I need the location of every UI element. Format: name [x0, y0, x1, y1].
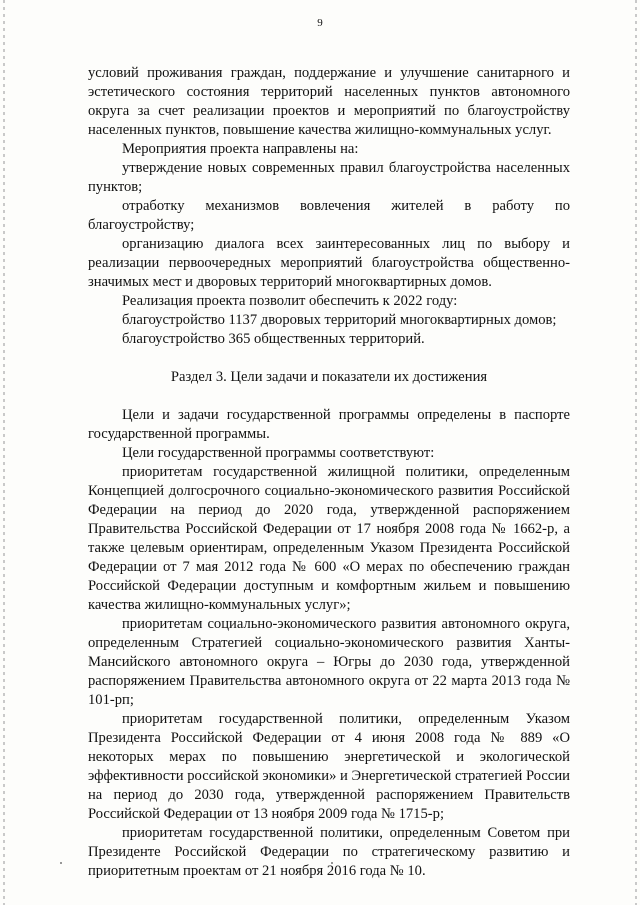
list-item-strategic-council: приоритетам государственной политики, определенным Советом при Президенте Российской Федерации по стратегическому развитию и приоритетным проектам от 21 ноября 2016 года № 10.	[88, 825, 570, 879]
paragraph-results-intro: Реализация проекта позволит обеспечить к 2022 году:	[122, 293, 458, 309]
paragraph-goals-defined: Цели и задачи государственной программы определены в паспорте государственной программы.	[88, 407, 570, 442]
scan-edge-left	[3, 0, 5, 905]
list-item-yard-territories: благоустройство 1137 дворовых территорий многоквартирных домов;	[122, 312, 557, 328]
list-item-socioeconomic: приоритетам социально-экономического развития автономного округа, определенным Стратегией социально-экономического развития Ханты-Мансийского автономного округа – Югры до 2030 года, утвержденной распоряжением Правительства автономного округа от 22 марта 2013 года № 101-рп;	[88, 616, 570, 708]
paragraph-goals-correspond: Цели государственной программы соответствуют:	[122, 445, 435, 461]
page-number: 9	[317, 17, 323, 29]
list-item-public-territories: благоустройство 365 общественных территорий.	[122, 331, 425, 347]
document-body	[88, 64, 570, 881]
list-item-housing-policy: приоритетам государственной жилищной политики, определенным Концепцией долгосрочного социально-экономического развития Российской Федерации на период до 2020 года, утвержденной распоряжением Правительства Российской Федерации от 17 ноября 2008 года № 1662-р, а также целевым ориентирам, определенным Указом Президента Российской Федерации от 7 мая 2012 года № 600 «О мерах по обеспечению граждан Российской Федерации доступным и комфортным жильем и повышению качества жилищно-коммунальных услуг»;	[88, 464, 570, 613]
list-item-rules: утверждение новых современных правил благоустройства населенных пунктов;	[88, 160, 570, 195]
paragraph-measures-intro: Мероприятия проекта направлены на:	[122, 141, 359, 157]
list-item-mechanisms: отработку механизмов вовлечения жителей в работу по благоустройству;	[88, 198, 570, 233]
list-item-energy-policy: приоритетам государственной политики, определенным Указом Президента Российской Федерации от 4 июня 2008 года № 889 «О некоторых мерах по повышению энергетической и экологической эффективности российской экономики» и Энергетической стратегией России на период до 2030 года, утвержденной распоряжением Правительств Российской Федерации от 13 ноября 2009 года № 1715-р;	[88, 711, 570, 822]
scan-speck	[60, 862, 62, 864]
list-item-dialogue: организацию диалога всех заинтересованных лиц по выбору и реализации первоочередных мероприятий благоустройства общественно-значимых мест и дворовых территорий многоквартирных домов.	[88, 236, 570, 290]
paragraph-continuation: условий проживания граждан, поддержание и улучшение санитарного и эстетического состояния территорий населенных пунктов автономного округа за счет реализации проектов и мероприятий по благоустройству населенных пунктов, повышение качества жилищно-коммунальных услуг.	[88, 65, 570, 138]
scan-edge-right	[635, 0, 637, 905]
section-heading: Раздел 3. Цели задачи и показатели их достижения	[170, 369, 488, 385]
